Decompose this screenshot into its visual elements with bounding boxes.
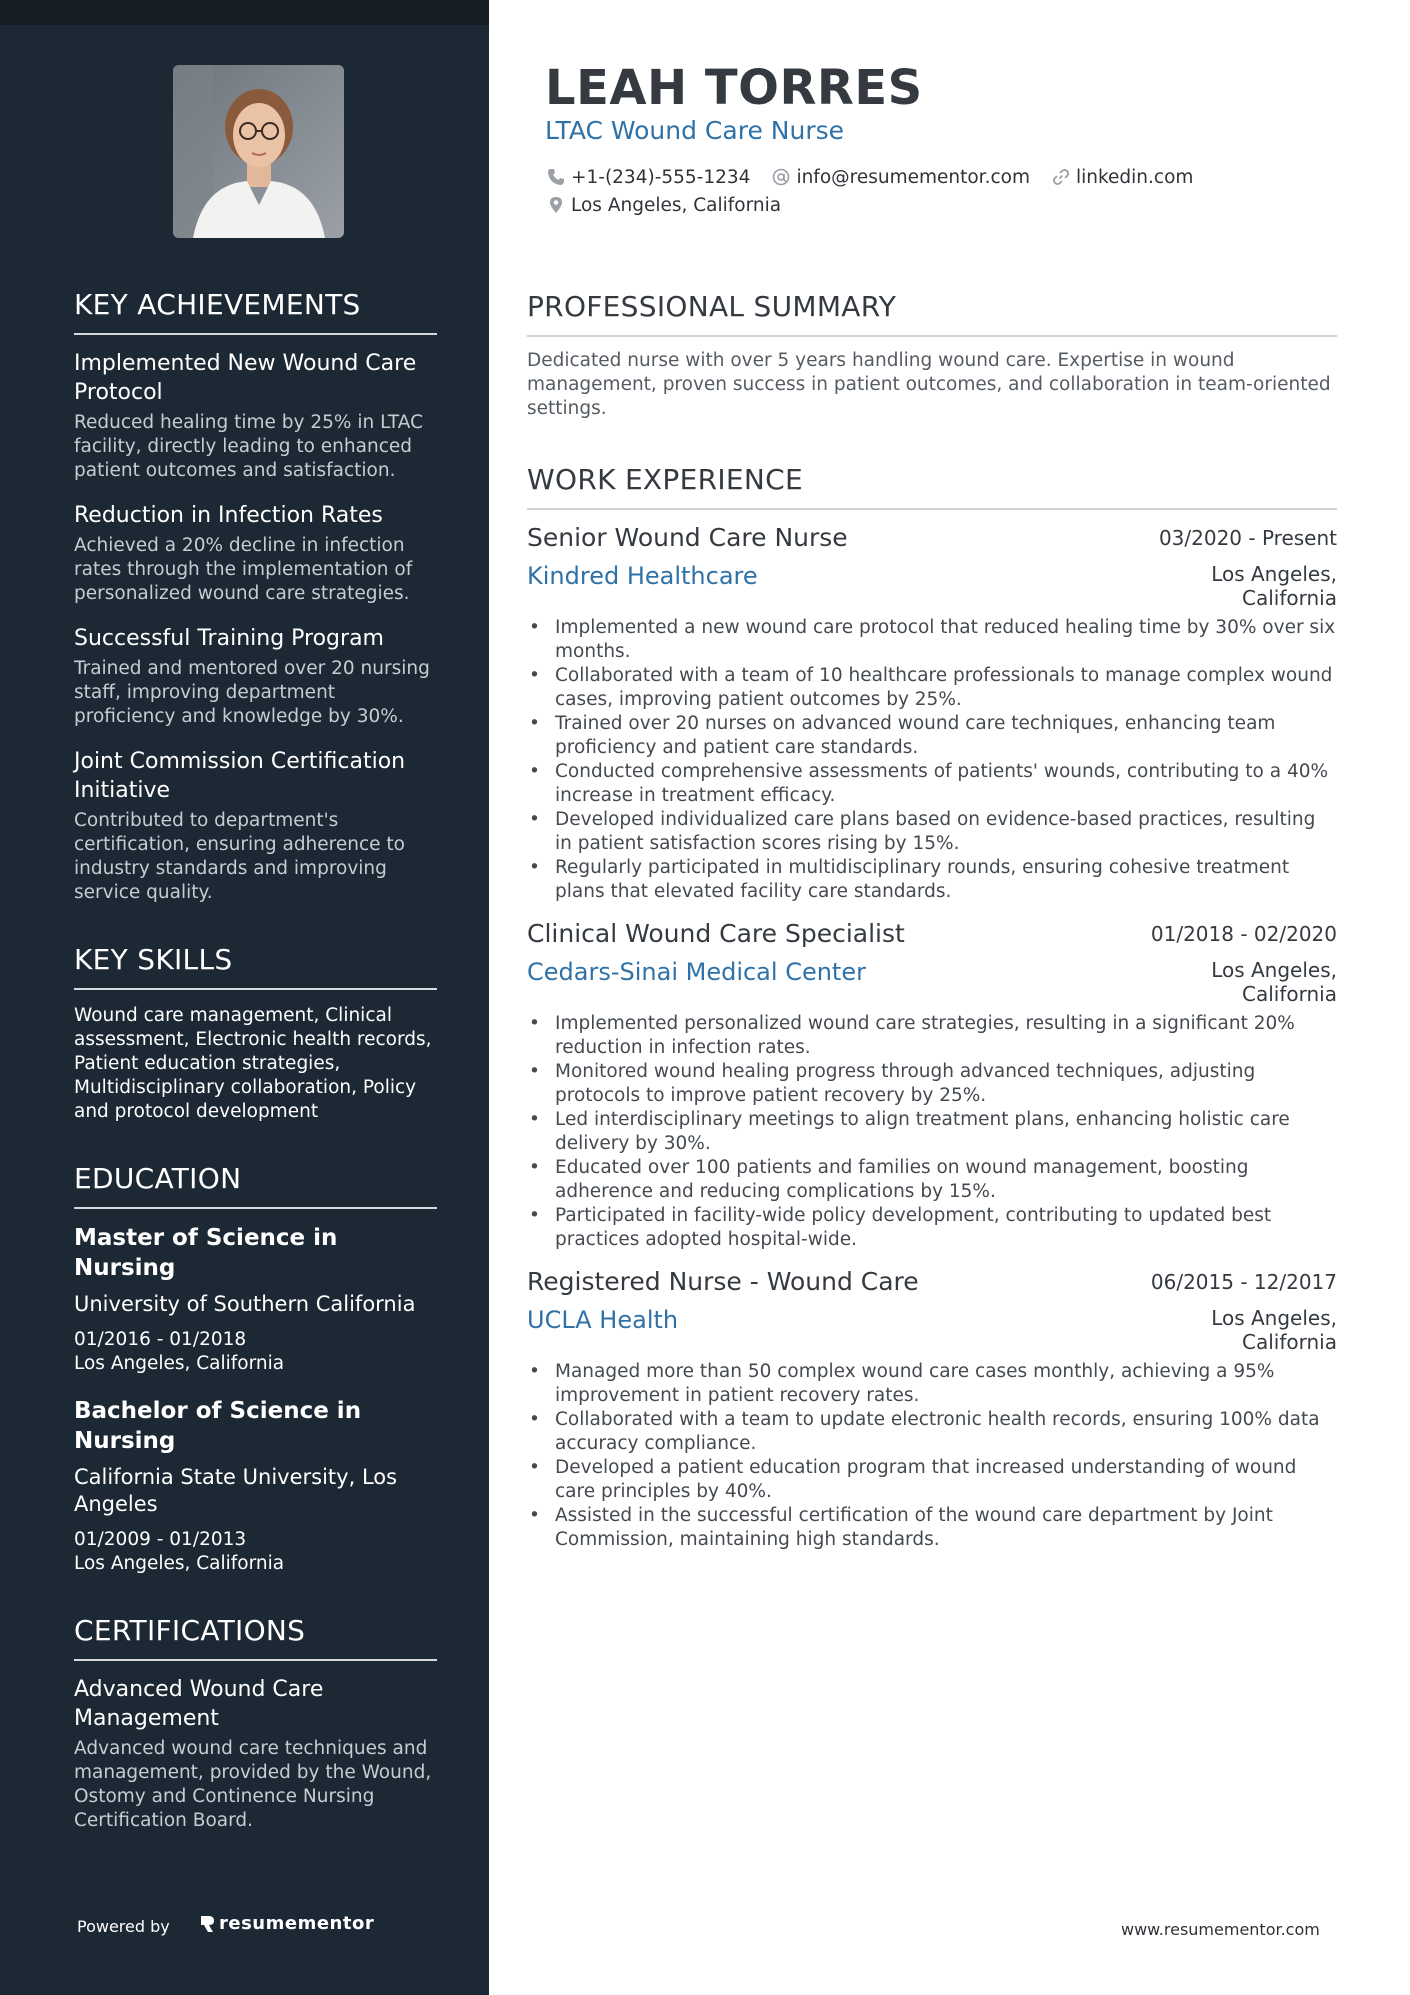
location-pin-icon xyxy=(547,196,565,214)
link-icon xyxy=(1052,168,1070,186)
education-degree: Master of Science in Nursing xyxy=(74,1225,338,1281)
achievement-description: Contributed to department's certification, ensuring adherence to industry standards and improving service quality. xyxy=(74,810,405,903)
job-location: Los Angeles, California xyxy=(1211,1306,1337,1354)
email-address: info@resumementor.com xyxy=(796,166,1030,188)
job-bullet: • Led interdisciplinary meetings to align treatment plans, enhancing holistic care delivery by 30%. xyxy=(527,1108,1337,1156)
candidate-role: LTAC Wound Care Nurse xyxy=(545,116,844,145)
sidebar-top-bar xyxy=(0,0,489,25)
job-bullet: • Educated over 100 patients and families on wound management, boosting adherence and reducing complications by 15%. xyxy=(527,1156,1337,1204)
education-location: Los Angeles, California xyxy=(74,1353,285,1374)
education-degree: Bachelor of Science in Nursing xyxy=(74,1398,362,1454)
achievement-description: Trained and mentored over 20 nursing staff, improving department proficiency and knowledge by 30%. xyxy=(74,658,430,727)
brand-name: resumementor xyxy=(219,1913,375,1934)
work-experience-heading: WORK EXPERIENCE xyxy=(527,463,1337,510)
education-dates: 01/2009 - 01/2013 xyxy=(74,1529,247,1550)
education-school: University of Southern California xyxy=(74,1292,416,1316)
education-section xyxy=(74,1162,437,1576)
achievement-title: Reduction in Infection Rates xyxy=(74,503,383,528)
at-sign-icon xyxy=(772,168,790,186)
job-bullet: • Developed individualized care plans based on evidence-based practices, resulting in patient satisfaction scores rising by 15%. xyxy=(527,808,1337,856)
job-dates: 03/2020 - Present xyxy=(1158,526,1337,550)
work-experience-section xyxy=(527,463,1337,1566)
job-dates: 06/2015 - 12/2017 xyxy=(1150,1270,1337,1294)
powered-by-label: Powered by xyxy=(77,1917,170,1936)
achievement-item xyxy=(74,747,437,905)
brand-logo[interactable] xyxy=(199,1913,374,1934)
certification-title: Advanced Wound Care Management xyxy=(74,1677,324,1731)
summary-text: Dedicated nurse with over 5 years handling wound care. Expertise in wound management, proven success in patient outcomes, and collaboration in team-oriented settings. xyxy=(527,350,1331,419)
key-skills-heading: KEY SKILLS xyxy=(74,943,437,990)
job-bullets xyxy=(527,1360,1337,1552)
job-title: Senior Wound Care Nurse xyxy=(527,523,848,552)
professional-summary-heading: PROFESSIONAL SUMMARY xyxy=(527,290,1337,337)
linkedin-link: linkedin.com xyxy=(1075,166,1194,188)
key-skills-section xyxy=(74,943,437,1124)
location-contact xyxy=(547,195,781,216)
certification-description: Advanced wound care techniques and management, provided by the Wound, Ostomy and Continence Nursing Certification Board. xyxy=(74,1738,432,1831)
footer-url[interactable]: www.resumementor.com xyxy=(1121,1920,1320,1939)
job-bullet: • Trained over 20 nurses on advanced wound care techniques, enhancing team proficiency and patient care standards. xyxy=(527,712,1337,760)
sidebar xyxy=(0,0,489,1995)
education-location: Los Angeles, California xyxy=(74,1553,285,1574)
achievement-description: Achieved a 20% decline in infection rates through the implementation of personalized wound care strategies. xyxy=(74,535,413,604)
education-dates: 01/2016 - 01/2018 xyxy=(74,1329,247,1350)
job-bullet: • Developed a patient education program that increased understanding of wound care principles by 40%. xyxy=(527,1456,1337,1504)
achievement-title: Successful Training Program xyxy=(74,626,384,651)
achievement-item xyxy=(74,501,437,606)
job-entry xyxy=(527,522,1337,904)
skills-list: Wound care management, Clinical assessment, Electronic health records, Patient education strategies, Multidisciplinary collaboration, Policy and protocol development xyxy=(74,1005,432,1122)
location-text: Los Angeles, California xyxy=(571,194,782,216)
certifications-section xyxy=(74,1614,437,1833)
job-entry xyxy=(527,1266,1337,1552)
phone-contact[interactable] xyxy=(547,167,750,188)
job-bullet: • Managed more than 50 complex wound care cases monthly, achieving a 95% improvement in patient recovery rates. xyxy=(527,1360,1337,1408)
education-school: California State University, Los Angeles xyxy=(74,1465,398,1516)
contact-info xyxy=(547,163,1327,219)
candidate-name: LEAH TORRES xyxy=(545,60,923,116)
achievement-title: Implemented New Wound Care Protocol xyxy=(74,351,417,405)
education-item xyxy=(74,1396,437,1576)
job-dates: 01/2018 - 02/2020 xyxy=(1150,922,1337,946)
job-bullet: • Assisted in the successful certification of the wound care department by Joint Commission, maintaining high standards. xyxy=(527,1504,1337,1552)
job-location: Los Angeles, California xyxy=(1211,958,1337,1006)
key-achievements-heading: KEY ACHIEVEMENTS xyxy=(74,288,437,335)
resumementor-logo-icon xyxy=(199,1914,215,1934)
job-location: Los Angeles, California xyxy=(1211,562,1337,610)
email-contact[interactable] xyxy=(772,167,1030,188)
education-item xyxy=(74,1223,437,1376)
job-bullet: • Implemented a new wound care protocol that reduced healing time by 30% over six months. xyxy=(527,616,1337,664)
job-bullet: • Conducted comprehensive assessments of patients' wounds, contributing to a 40% increase in treatment efficacy. xyxy=(527,760,1337,808)
job-bullet: • Implemented personalized wound care strategies, resulting in a significant 20% reduction in infection rates. xyxy=(527,1012,1337,1060)
linkedin-contact[interactable] xyxy=(1052,167,1193,188)
company-name: UCLA Health xyxy=(527,1306,679,1334)
job-bullet: • Collaborated with a team to update electronic health records, ensuring 100% data accuracy compliance. xyxy=(527,1408,1337,1456)
certifications-heading: CERTIFICATIONS xyxy=(74,1614,437,1661)
job-title: Registered Nurse - Wound Care xyxy=(527,1267,919,1296)
profile-photo xyxy=(173,65,344,238)
job-bullet: • Monitored wound healing progress through advanced techniques, adjusting protocols to improve patient recovery by 25%. xyxy=(527,1060,1337,1108)
company-name: Cedars-Sinai Medical Center xyxy=(527,958,866,986)
job-bullet: • Collaborated with a team of 10 healthcare professionals to manage complex wound cases, improving patient outcomes by 25%. xyxy=(527,664,1337,712)
education-heading: EDUCATION xyxy=(74,1162,437,1209)
job-title: Clinical Wound Care Specialist xyxy=(527,919,905,948)
key-achievements-section xyxy=(74,288,437,905)
company-name: Kindred Healthcare xyxy=(527,562,758,590)
phone-number: +1-(234)-555-1234 xyxy=(571,166,751,188)
job-bullets xyxy=(527,1012,1337,1252)
job-bullet: • Regularly participated in multidisciplinary rounds, ensuring cohesive treatment plans that elevated facility care standards. xyxy=(527,856,1337,904)
achievement-item xyxy=(74,349,437,483)
job-entry xyxy=(527,918,1337,1252)
achievement-item xyxy=(74,624,437,729)
phone-icon xyxy=(547,168,565,186)
achievement-description: Reduced healing time by 25% in LTAC facility, directly leading to enhanced patient outcomes and satisfaction. xyxy=(74,412,423,481)
job-bullets xyxy=(527,616,1337,904)
achievement-title: Joint Commission Certification Initiative xyxy=(74,749,406,803)
professional-summary-section xyxy=(527,290,1337,421)
job-bullet: • Participated in facility-wide policy development, contributing to updated best practices adopted hospital-wide. xyxy=(527,1204,1337,1252)
